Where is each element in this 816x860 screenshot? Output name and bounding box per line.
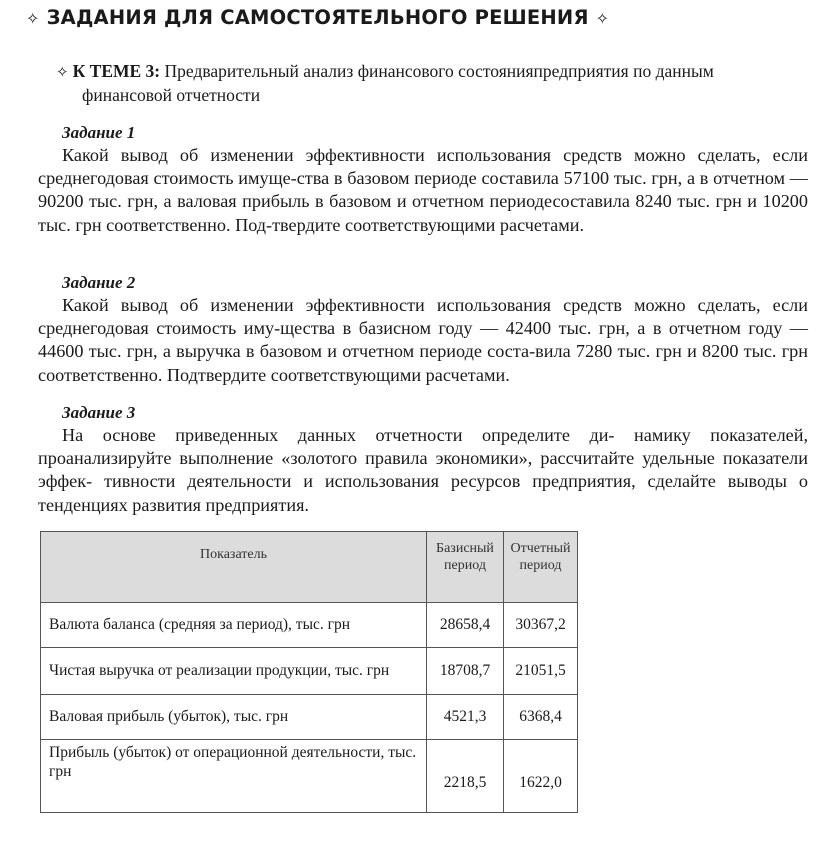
cell-indicator: Валовая прибыль (убыток), тыс. грн [41, 695, 427, 740]
topic-heading [56, 60, 756, 106]
task-body: Какой вывод об изменении эффективности использования средств можно сделать, если среднегодовая стоимость имуще-ства в базовом периоде составила 57100 тыс. грн, а в отчетном —90200 тыс. грн, а валовая прибыль в базовом и отчетном периодесоставила 8240 тыс. грн и 10200 тыс. грн соответственно. Под-твердите соответствующими расчетами. [38, 145, 808, 235]
cell-indicator: Валюта баланса (средняя за период), тыс. грн [41, 603, 427, 648]
task-2 [38, 272, 808, 387]
column-header-report: Отчетный период [504, 532, 578, 603]
cell-report: 1622,0 [504, 740, 578, 813]
cell-indicator: Чистая выручка от реализации продукции, тыс. грн [41, 648, 427, 695]
page-title [26, 6, 609, 29]
star-icon: ✧ [595, 9, 610, 28]
cell-report: 21051,5 [504, 648, 578, 695]
cell-report: 30367,2 [504, 603, 578, 648]
task-title: Задание 1 [62, 123, 136, 142]
table-row [41, 648, 578, 695]
page-title-text: ЗАДАНИЯ ДЛЯ САМОСТОЯТЕЛЬНОГО РЕШЕНИЯ [46, 6, 589, 29]
table-row [41, 603, 578, 648]
column-header-indicator: Показатель [41, 532, 427, 603]
task-1 [38, 122, 808, 237]
star-icon: ✧ [56, 65, 69, 81]
task-body: Какой вывод об изменении эффективности использования средств можно сделать, если среднегодовая стоимость иму-щества в базисном году — 42400 тыс. грн, а в отчетном году —44600 тыс. грн, а выручка в базовом и отчетном периоде соста-вила 7280 тыс. грн и 8200 тыс. грн соответственно. Подтвердите соответствующими расчетами. [38, 295, 808, 385]
task-title: Задание 3 [62, 403, 136, 422]
cell-base: 2218,5 [427, 740, 504, 813]
cell-report: 6368,4 [504, 695, 578, 740]
topic-text-line1: Предварительный анализ финансового состоянияпредприятия по данным [164, 61, 714, 81]
task-title: Задание 2 [62, 273, 136, 292]
table-row [41, 740, 578, 813]
topic-text-line2: финансовой отчетности [82, 85, 261, 105]
star-icon: ✧ [26, 9, 40, 28]
cell-base: 18708,7 [427, 648, 504, 695]
cell-indicator: Прибыль (убыток) от операционной деятельности, тыс. грн [41, 740, 427, 813]
table-row [41, 695, 578, 740]
indicators-table [40, 531, 578, 813]
task-3 [38, 402, 808, 517]
cell-base: 28658,4 [427, 603, 504, 648]
cell-base: 4521,3 [427, 695, 504, 740]
table-header-row [41, 532, 578, 603]
task-body: На основе приведенных данных отчетности определите ди- намику показателей, проанализируйте выполнение «золотого правила экономики», рассчитайте удельные показатели эффек- тивности деятельности и использования ресурсов предприятия, сделайте выводы о тенденциях развития предприятия. [38, 425, 808, 515]
column-header-base: Базисный период [427, 532, 504, 603]
topic-label: К ТЕМЕ 3: [72, 61, 161, 81]
